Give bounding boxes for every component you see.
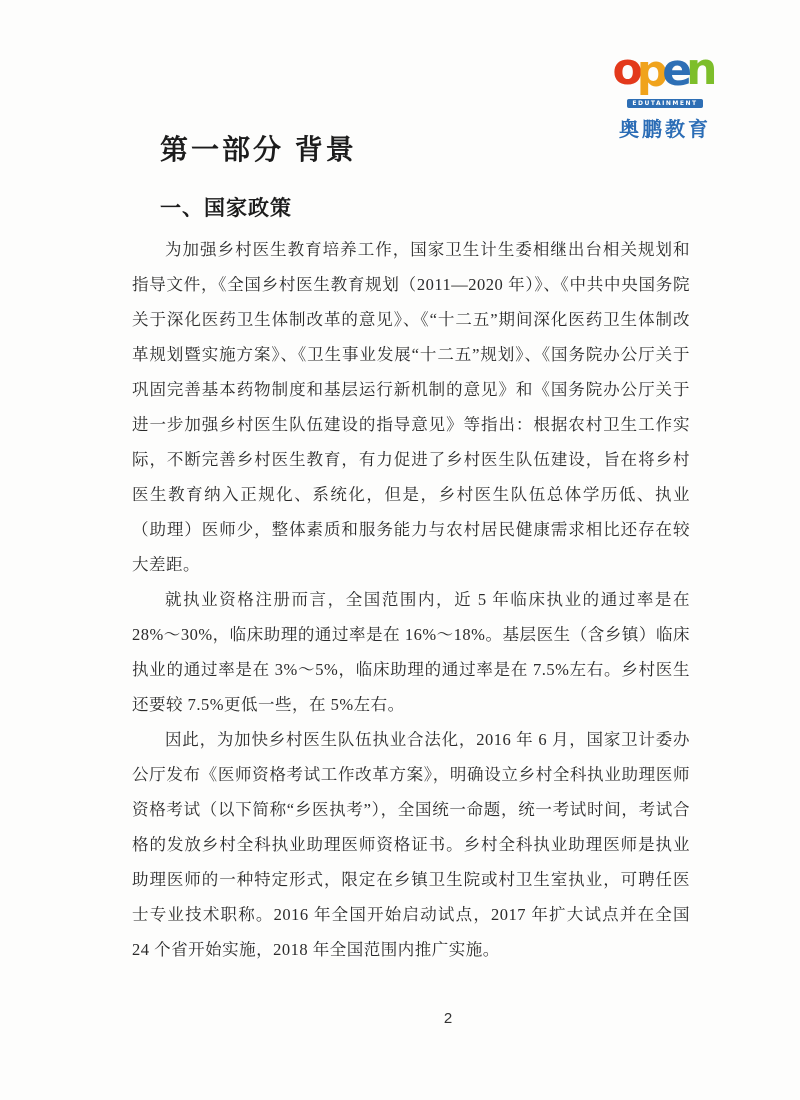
logo-brand-name: 奥鹏教育 (619, 119, 711, 141)
document-title: 第一部分 背景 (160, 134, 357, 165)
logo-tagline: EDUTAINMENT (627, 99, 702, 108)
section-heading: 一、国家政策 (160, 197, 292, 220)
logo-letter-e: e (662, 45, 687, 96)
paragraph-pass-rates: 就执业资格注册而言，全国范围内，近 5 年临床执业的通过率是在 28%～30%，临床助理的通过率是在 16%～18%。基层医生（含乡镇）临床执业的通过率是在 3%～5%，临床助理的通过率是在 7.5%左右。乡村医生还要较 7.5%更低一些，在 5%左右。 (132, 590, 690, 714)
logo-letter-p: p (636, 46, 663, 97)
logo-letter-o: o (612, 44, 637, 95)
paragraph-national-policy-1: 为加强乡村医生教育培养工作，国家卫生计生委相继出台相关规划和指导文件，《全国乡村医生教育规划（2011—2020 年）》、《中共中央国务院关于深化医药卫生体制改革的意见》、《“十二五”期间深化医药卫生体制改革规划暨实施方案》、《卫生事业发展“十二五”规划》、《国务院办公厅关于巩固完善基本药物制度和基层运行新机制的意见》和《国务院办公厅关于进一步加强乡村医生队伍建设的指导意见》等指出：根据农村卫生工作实际，不断完善乡村医生教育，有力促进了乡村医生队伍建设，旨在将乡村医生教育纳入正规化、系统化，但是，乡村医生队伍总体学历低、执业（助理）医师少，整体素质和服务能力与农村居民健康需求相比还存在较大差距。 (132, 240, 690, 574)
document-content (132, 128, 690, 967)
logo-letter-n: n (686, 44, 712, 95)
page-number: 2 (443, 1010, 453, 1027)
paragraph-exam-reform: 因此，为加快乡村医生队伍执业合法化，2016 年 6 月，国家卫计委办公厅发布《医师资格考试工作改革方案》，明确设立乡村全科执业助理医师资格考试（以下简称“乡医执考”），全国统一命题，统一考试时间，考试合格的发放乡村全科执业助理医师资格证书。乡村全科执业助理医师是执业助理医师的一种特定形式，限定在乡镇卫生院或村卫生室执业，可聘任医士专业技术职称。2016 年全国开始启动试点，2017 年扩大试点并在全国 24 个省开始实施，2018 年全国范围内推广实施。 (132, 730, 690, 959)
open-logo-wordmark (606, 44, 724, 97)
